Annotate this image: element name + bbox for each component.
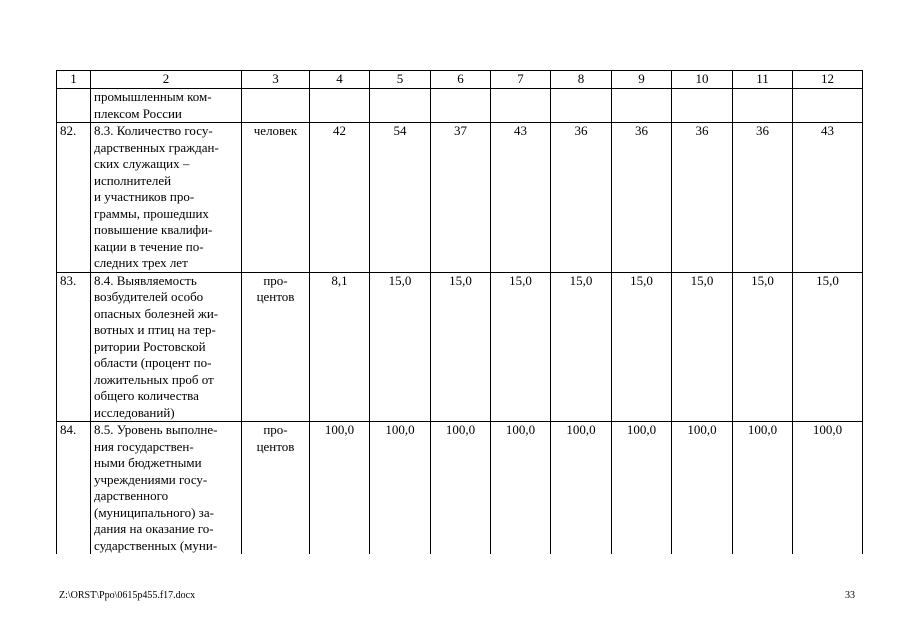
value-cell: 15,0 <box>672 272 733 422</box>
column-header: 5 <box>370 71 431 89</box>
value-cell: 100,0 <box>431 422 491 555</box>
value-cell: 15,0 <box>491 272 551 422</box>
value-cell: 36 <box>612 123 672 273</box>
indicator-name <box>91 272 242 422</box>
value-cell <box>733 89 793 123</box>
value-cell: 100,0 <box>612 422 672 555</box>
value-cell: 15,0 <box>370 272 431 422</box>
value-cell: 54 <box>370 123 431 273</box>
column-header: 6 <box>431 71 491 89</box>
table-row <box>57 422 863 555</box>
column-header: 12 <box>793 71 863 89</box>
unit-text: про- центов <box>256 422 295 454</box>
value-cell: 8,1 <box>310 272 370 422</box>
value-cell: 100,0 <box>551 422 612 555</box>
column-number-row <box>57 71 863 89</box>
unit-cell <box>242 123 310 273</box>
value-cell: 37 <box>431 123 491 273</box>
row-number: 84. <box>57 422 91 555</box>
unit-cell <box>242 422 310 555</box>
value-cell: 100,0 <box>672 422 733 555</box>
row-number: 83. <box>57 272 91 422</box>
footer-file-path: Z:\ORST\Ppo\0615p455.f17.docx <box>59 590 196 601</box>
value-cell <box>491 89 551 123</box>
value-cell <box>612 89 672 123</box>
value-cell <box>370 89 431 123</box>
indicator-name-text: промышленным ком- плексом России <box>94 89 212 121</box>
column-header: 9 <box>612 71 672 89</box>
table-row <box>57 272 863 422</box>
column-header: 4 <box>310 71 370 89</box>
value-cell: 100,0 <box>793 422 863 555</box>
value-cell <box>310 89 370 123</box>
value-cell: 36 <box>551 123 612 273</box>
column-header: 11 <box>733 71 793 89</box>
value-cell: 100,0 <box>491 422 551 555</box>
value-cell: 42 <box>310 123 370 273</box>
indicator-name <box>91 123 242 273</box>
value-cell: 43 <box>793 123 863 273</box>
footer-page-number: 33 <box>845 590 855 601</box>
row-number: 82. <box>57 123 91 273</box>
indicators-table <box>56 70 863 554</box>
indicator-name <box>91 422 242 555</box>
unit-cell <box>242 89 310 123</box>
column-header: 10 <box>672 71 733 89</box>
value-cell: 15,0 <box>551 272 612 422</box>
column-header: 8 <box>551 71 612 89</box>
value-cell: 100,0 <box>370 422 431 555</box>
column-header: 3 <box>242 71 310 89</box>
row-number <box>57 89 91 123</box>
indicator-name-text: 8.3. Количество госу- дарственных граждан- ских служащих – исполнителей и участников про- граммы, прошедших повышение квалифи- кации в течение по- следних трех лет <box>94 123 219 270</box>
value-cell <box>672 89 733 123</box>
column-header: 2 <box>91 71 242 89</box>
unit-text: про- центов <box>256 272 295 304</box>
indicator-name-text: 8.5. Уровень выполне- ния государствен- ными бюджетными учреждениями госу- дарственного (муниципального) за- дания на оказание го- сударственных (муни- <box>94 422 218 553</box>
value-cell: 36 <box>672 123 733 273</box>
value-cell: 15,0 <box>733 272 793 422</box>
unit-text: человек <box>253 123 298 138</box>
value-cell: 100,0 <box>310 422 370 555</box>
table-row <box>57 89 863 123</box>
column-header: 7 <box>491 71 551 89</box>
value-cell: 15,0 <box>612 272 672 422</box>
value-cell: 15,0 <box>431 272 491 422</box>
value-cell <box>431 89 491 123</box>
indicator-name <box>91 89 242 123</box>
value-cell <box>793 89 863 123</box>
value-cell <box>551 89 612 123</box>
value-cell: 43 <box>491 123 551 273</box>
value-cell: 15,0 <box>793 272 863 422</box>
indicator-name-text: 8.4. Выявляемость возбудителей особо опасных болезней жи- вотных и птиц на тер- ритории Ростовской области (процент по- ложительных проб от общего количества исследований) <box>94 272 219 420</box>
unit-cell <box>242 272 310 422</box>
table-row <box>57 123 863 273</box>
column-header: 1 <box>57 71 91 89</box>
value-cell: 36 <box>733 123 793 273</box>
value-cell: 100,0 <box>733 422 793 555</box>
